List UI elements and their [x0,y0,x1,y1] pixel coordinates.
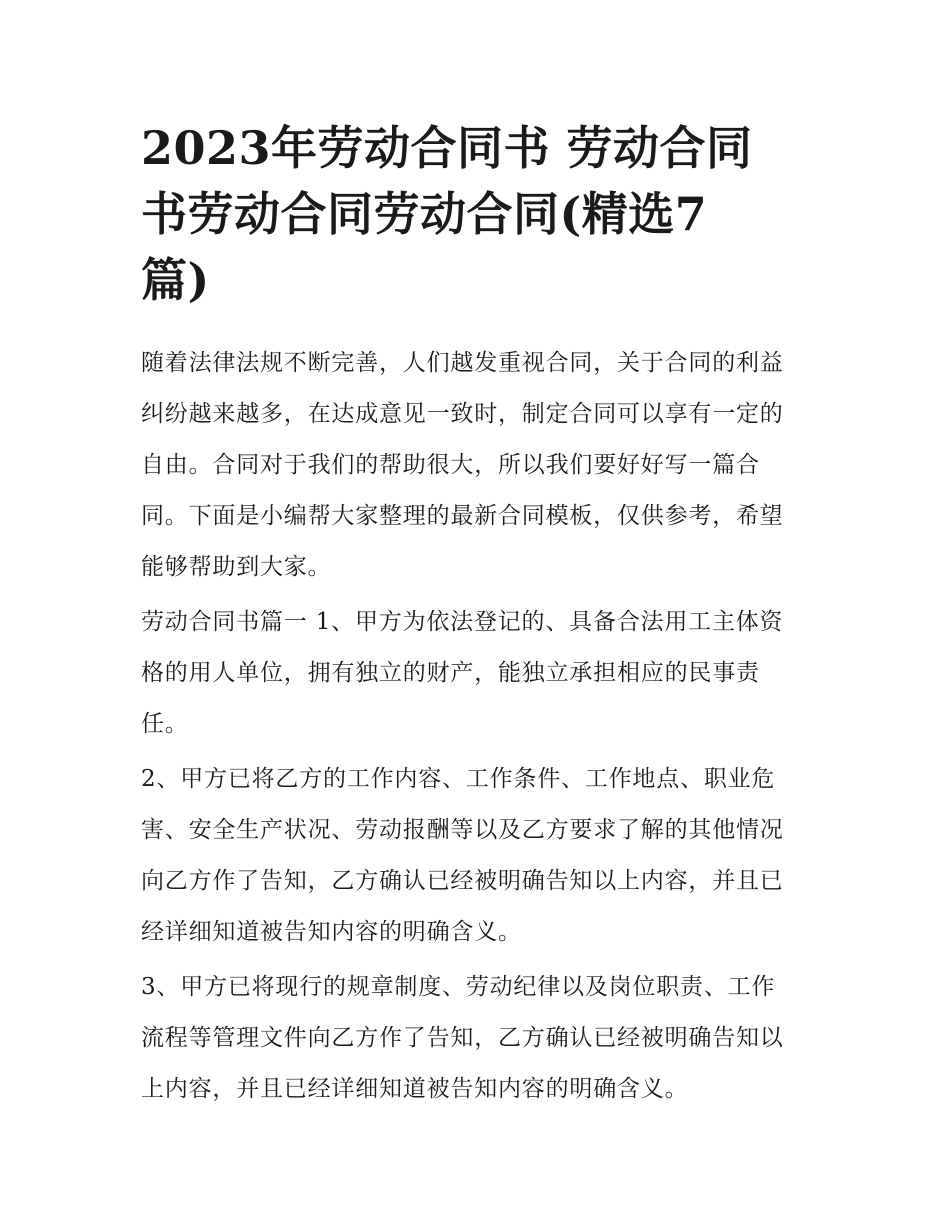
document-body [141,338,813,1115]
clause-paragraph-3 [141,962,813,1115]
text-line: 3、甲方已将现行的规章制度、劳动纪律以及岗位职责、工作 [141,974,776,1000]
text-line: 随着法律法规不断完善，人们越发重视合同，关于合同的利益 [141,350,784,376]
clause-paragraph-1 [141,597,813,750]
text-line: 2、甲方已将乙方的工作内容、工作条件、工作地点、职业危 [141,766,776,792]
text-line: 经详细知道被告知内容的明确含义。 [141,919,522,945]
text-line: 纠纷越来越多，在达成意见一致时，制定合同可以享有一定的 [141,401,784,427]
title-line-3: 篇) [141,253,210,307]
intro-paragraph [141,338,813,593]
title-line-1: 2023年劳动合同书 劳动合同 [141,121,753,175]
text-line: 同。下面是小编帮大家整理的最新合同模板，仅供参考，希望 [141,503,784,529]
text-line: 害、安全生产状况、劳动报酬等以及乙方要求了解的其他情况 [141,817,784,843]
clause-paragraph-2 [141,754,813,958]
text-line: 任。 [141,711,189,737]
title-line-2: 书劳动合同劳动合同(精选7 [141,187,708,241]
text-line: 上内容，并且已经详细知道被告知内容的明确含义。 [141,1076,689,1102]
text-line: 自由。合同对于我们的帮助很大，所以我们要好好写一篇合 [141,452,760,478]
text-line: 能够帮助到大家。 [141,554,332,580]
text-line: 格的用人单位，拥有独立的财产，能独立承担相应的民事责 [141,660,760,686]
text-line: 流程等管理文件向乙方作了告知，乙方确认已经被明确告知以 [141,1025,784,1051]
document-page [141,118,813,1119]
text-line: 向乙方作了告知，乙方确认已经被明确告知以上内容，并且已 [141,868,784,894]
text-line: 劳动合同书篇一 1、甲方为依法登记的、具备合法用工主体资 [141,609,784,635]
document-title [141,118,813,310]
